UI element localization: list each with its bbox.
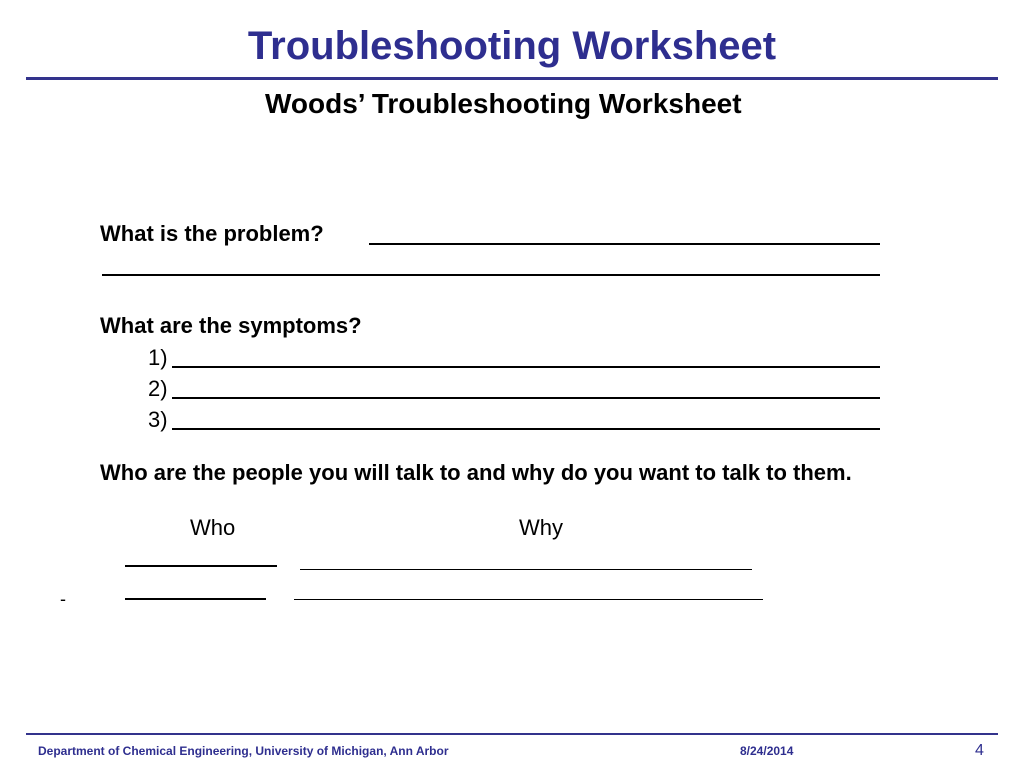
why-answer-line-2 (294, 599, 763, 600)
footer-department: Department of Chemical Engineering, University of Michigan, Ann Arbor (38, 744, 449, 758)
people-question: Who are the people you will talk to and why do you want to talk to them. (100, 460, 852, 485)
symptom-number-2: 2) (148, 376, 168, 401)
who-column-label: Who (190, 515, 236, 540)
worksheet-subtitle: Woods’ Troubleshooting Worksheet (265, 88, 742, 119)
problem-answer-line-1 (369, 243, 880, 245)
why-column-label: Why (519, 515, 563, 540)
symptom-answer-line-3 (172, 428, 880, 430)
page-number: 4 (975, 742, 984, 759)
symptom-answer-line-1 (172, 366, 880, 368)
problem-answer-line-2 (102, 274, 880, 276)
who-answer-line-1 (125, 565, 277, 567)
bullet-dash: - (60, 589, 66, 609)
slide-title: Troubleshooting Worksheet (247, 24, 777, 68)
footer-date: 8/24/2014 (740, 744, 794, 758)
why-answer-line-1 (300, 569, 752, 570)
footer-divider (26, 733, 998, 735)
symptom-answer-line-2 (172, 397, 880, 399)
who-answer-line-2 (125, 598, 266, 600)
symptoms-question: What are the symptoms? (100, 313, 362, 338)
symptom-number-3: 3) (148, 407, 168, 432)
title-divider (26, 77, 998, 80)
symptom-number-1: 1) (148, 345, 168, 370)
problem-question: What is the problem? (100, 221, 324, 246)
